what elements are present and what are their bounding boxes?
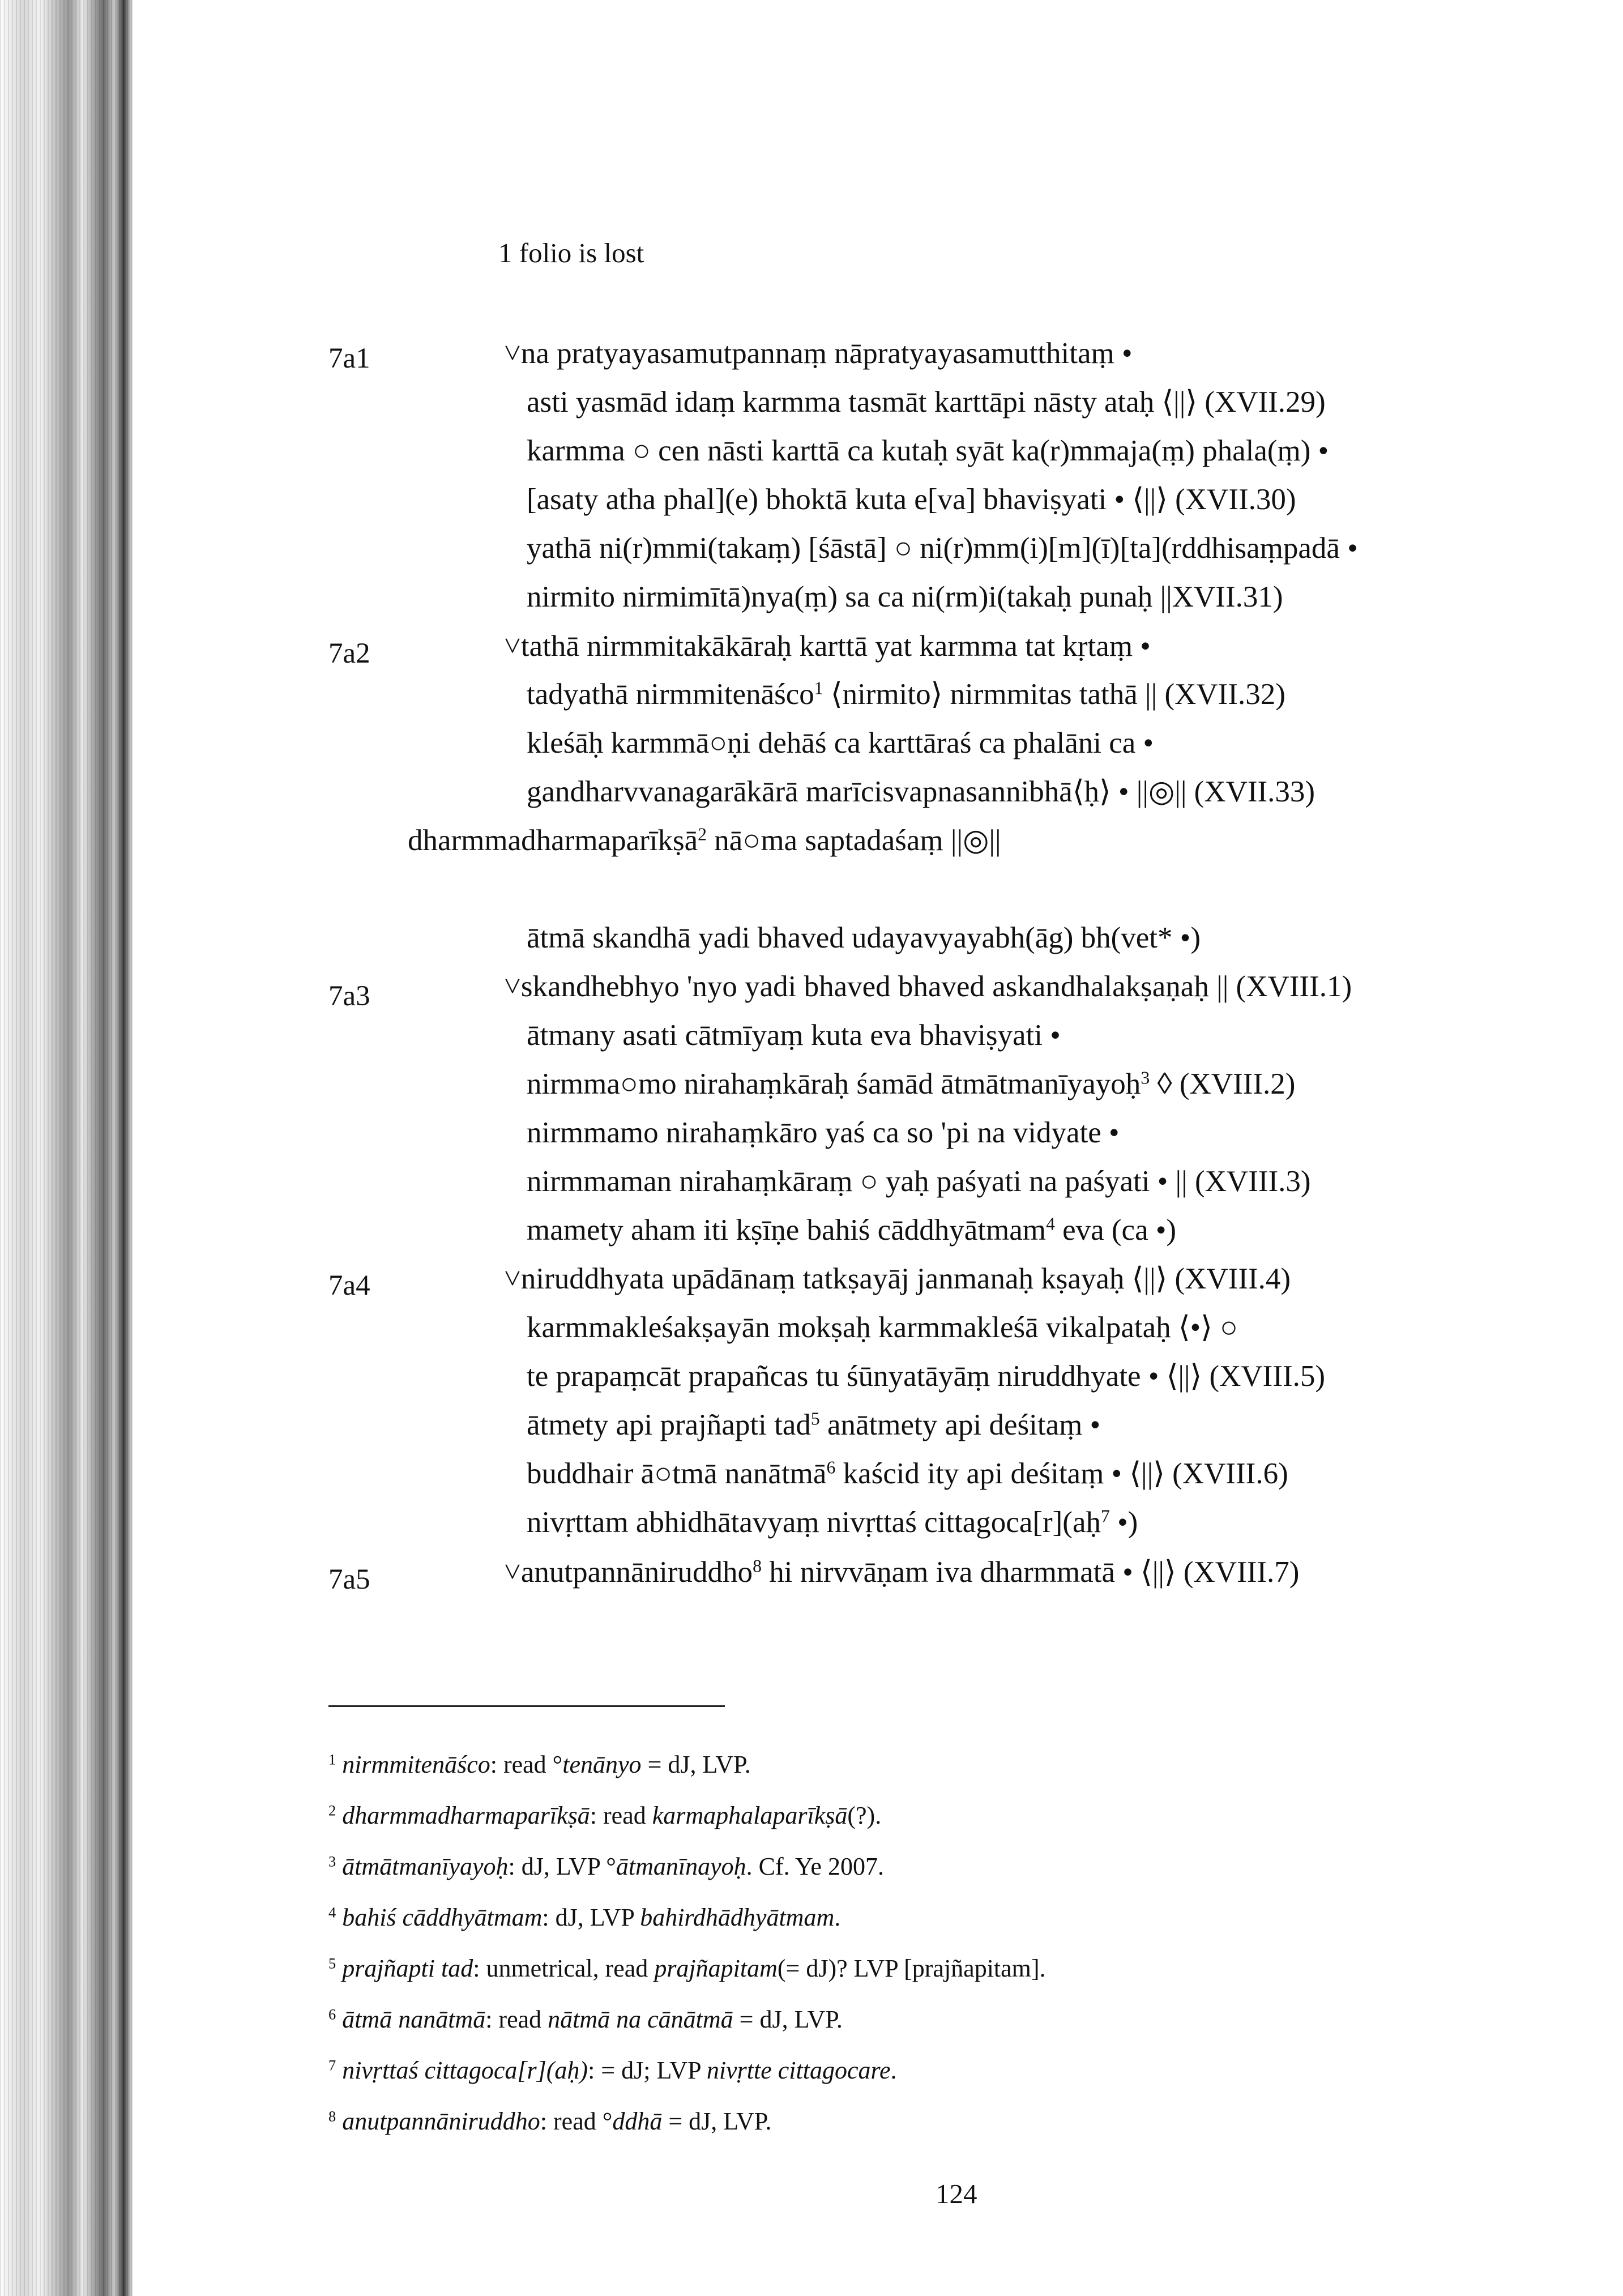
verse-line: nirmmamo nirahaṃkāro yaś ca so 'pi na vidyate • — [527, 1116, 1120, 1149]
verse-line: asti yasmād idaṃ karmma tasmāt karttāpi nāsty ataḥ ⟨||⟩ (XVII.29) — [527, 386, 1326, 419]
verse-line: karmma ○ cen nāsti karttā ca kutaḥ syāt ka(r)mmaja(ṃ) phala(ṃ) • — [527, 434, 1329, 467]
footnote: $^6$ ātmā nanātmā: read nātmā na cānātmā = dJ, LVP. — [328, 2005, 843, 2033]
footnote-mark: 8 — [753, 1556, 762, 1576]
verse-line: karmmakleśakṣayān mokṣaḥ karmmakleśā vikalpataḥ ⟨•⟩ ○ — [527, 1311, 1238, 1344]
page-number: 124 — [936, 2178, 977, 2209]
folio-label-7a5: 7a5 — [328, 1564, 370, 1595]
verse-line: nirmmaman nirahaṃkāraṃ ○ yaḥ paśyati na paśyati • || (XVIII.3) — [527, 1165, 1311, 1198]
verse-line: te prapaṃcāt prapañcas tu śūnyatāyāṃ niruddhyate • ⟨||⟩ (XVIII.5) — [527, 1360, 1326, 1393]
footnote-mark: 2 — [698, 824, 707, 844]
footnote: $^7$ nivṛttaś cittagoca[r](aḥ): = dJ; LVP nivṛtte cittagocare. — [328, 2056, 897, 2084]
verse-line: gandharvvanagarākārā marīcisvapnasannibhā⟨ḥ⟩ • ||◎|| (XVII.33) — [527, 775, 1316, 808]
footnote: $^4$ bahiś cāddhyātmam: dJ, LVP bahirdhādhyātmam. — [328, 1904, 841, 1931]
footnote-divider — [328, 1705, 725, 1707]
folio-label-7a3: 7a3 — [328, 980, 370, 1012]
footnote-mark: 7 — [1100, 1506, 1110, 1526]
verse-line: ˅na pratyayasamutpannaṃ nāpratyayasamutthitaṃ • — [504, 337, 1133, 370]
verse-line: ātmā skandhā yadi bhaved udayavyayabh(āg) bh(vet* •) — [527, 921, 1201, 954]
footnote-mark: 5 — [810, 1409, 820, 1429]
verse-line: ˅anutpannāniruddho$^8$ hi nirvvāṇam iva dharmmatā • ⟨||⟩ (XVIII.7) — [504, 1556, 1300, 1589]
folio-label-7a4: 7a4 — [328, 1270, 370, 1301]
verse-line: ātmany asati cātmīyaṃ kuta eva bhaviṣyati • — [527, 1019, 1061, 1052]
verse-line: nivṛttam abhidhātavyaṃ nivṛttaś cittagoca[r](aḥ$^7$ •) — [527, 1506, 1138, 1539]
verse-line: ātmety api prajñapti tad$^5$ anātmety api deśitaṃ • — [527, 1409, 1101, 1441]
footnote-mark: 4 — [1045, 1214, 1055, 1234]
footnote: $^5$ prajñapti tad: unmetrical, read prajñapitam(= dJ)? LVP [prajñapitam]. — [328, 1954, 1046, 1982]
verse-line: yathā ni(r)mmi(takaṃ) [śāstā] ○ ni(r)mm(i)[m](ī)[ta](rddhisaṃpadā • — [527, 532, 1358, 565]
footnote-mark: 1 — [814, 678, 823, 698]
verse-line: [asaty atha phal](e) bhoktā kuta e[va] bhaviṣyati • ⟨||⟩ (XVII.30) — [527, 483, 1296, 516]
verse-line: tadyathā nirmmitenāśco$^1$ ⟨nirmito⟩ nirmmitas tathā || (XVII.32) — [527, 678, 1285, 711]
verse-line: ˅niruddhyata upādānaṃ tatkṣayāj janmanaḥ kṣayaḥ ⟨||⟩ (XVIII.4) — [504, 1262, 1291, 1295]
lost-folio-note: 1 folio is lost — [498, 237, 644, 268]
verse-line: ˅skandhebhyo 'nyo yadi bhaved bhaved askandhalakṣaṇaḥ || (XVIII.1) — [504, 970, 1352, 1003]
folio-label-7a2: 7a2 — [328, 638, 370, 669]
verse-line: mamety aham iti kṣīṇe bahiś cāddhyātmam$^4$ eva (ca •) — [527, 1214, 1177, 1247]
footnote-mark: 6 — [826, 1457, 836, 1478]
verse-line: buddhair ā○tmā nanātmā$^6$ kaścid ity api deśitaṃ • ⟨||⟩ (XVIII.6) — [527, 1457, 1288, 1490]
verse-line: kleśāḥ karmmā○ṇi dehāś ca karttāraś ca phalāni ca • — [527, 727, 1154, 759]
verse-line: nirmito nirmimītā)nya(ṃ) sa ca ni(rm)i(takaḥ punaḥ ||XVII.31) — [527, 581, 1283, 613]
footnote: $^8$ anutpannāniruddho: read °ddhā = dJ, LVP. — [328, 2107, 772, 2135]
chapter-colophon: dharmmadharmaparīkṣā$^2$ nā○ma saptadaśaṃ ||◎|| — [408, 824, 1001, 857]
footnote-mark: 3 — [1141, 1068, 1150, 1088]
book-binding-shadow — [0, 0, 133, 2296]
verse-line: nirmma○mo nirahaṃkāraḥ śamād ātmātmanīyayoḥ$^3$ ◊ (XVIII.2) — [527, 1068, 1296, 1100]
footnote: $^2$ dharmmadharmaparīkṣā: read karmaphalaparīkṣā(?). — [328, 1802, 882, 1829]
footnote: $^3$ ātmātmanīyayoḥ: dJ, LVP °ātmanīnayoḥ. Cf. Ye 2007. — [328, 1853, 884, 1880]
folio-label-7a1: 7a1 — [328, 343, 370, 374]
footnote: $^1$ nirmmitenāśco: read °tenānyo = dJ, LVP. — [328, 1751, 751, 1778]
verse-line: ˅tathā nirmmitakākāraḥ karttā yat karmma tat kṛtaṃ • — [504, 630, 1151, 663]
